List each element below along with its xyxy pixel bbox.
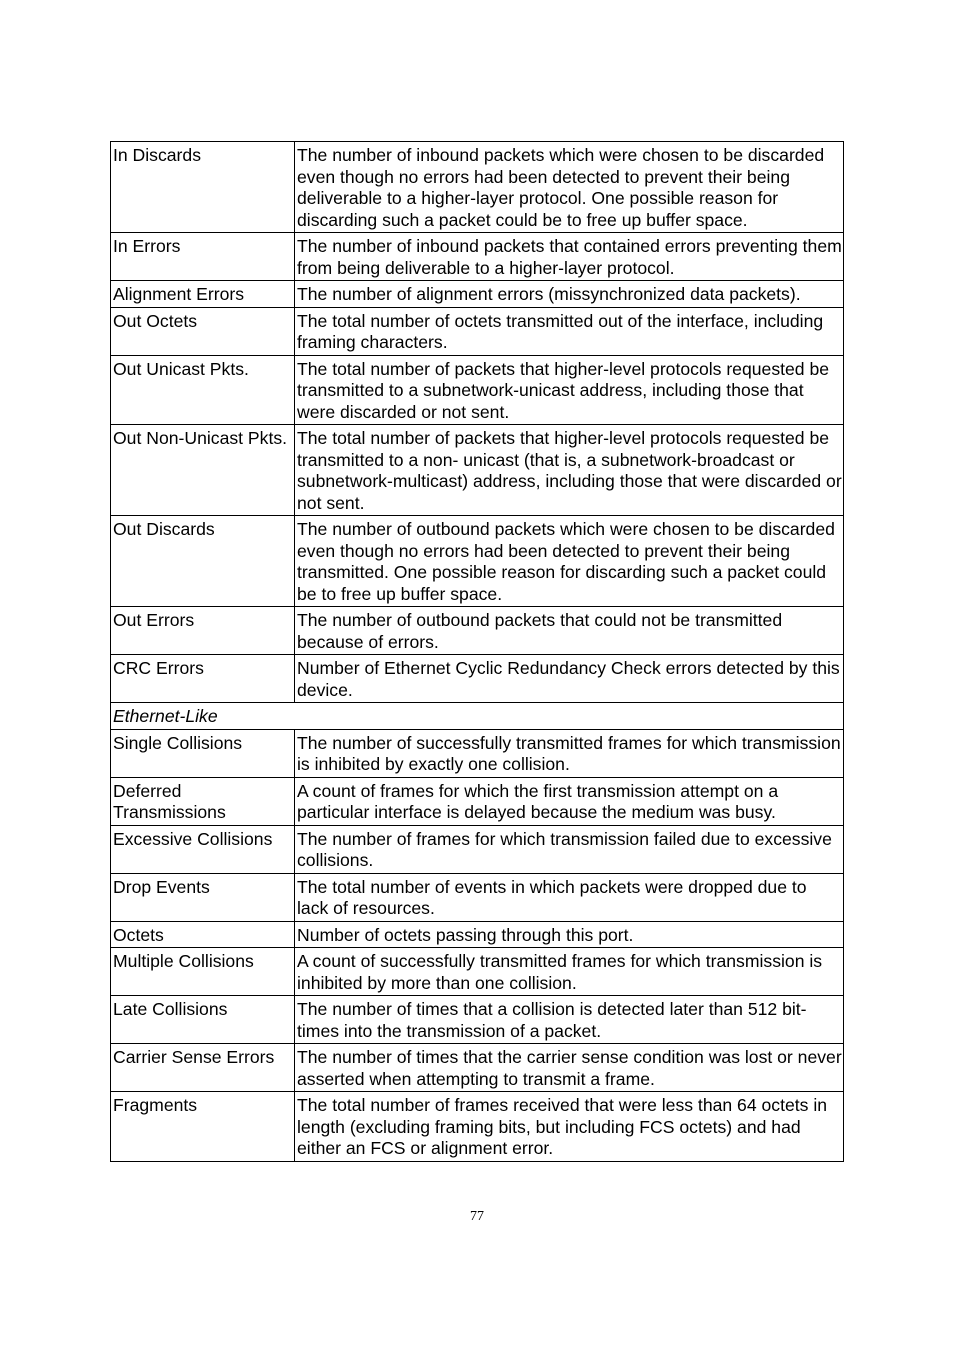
- statistic-description: The number of outbound packets which were chosen to be discarded even though no errors had been detected to prevent their being transmitted. One possible reason for discarding such a packet could be to free up buffer space.: [295, 516, 844, 607]
- table-row: [111, 1044, 844, 1092]
- table-row: [111, 825, 844, 873]
- table-row: [111, 729, 844, 777]
- section-row: [111, 703, 844, 730]
- page-number: 77: [470, 1209, 484, 1224]
- table-row: [111, 307, 844, 355]
- statistic-name: CRC Errors: [111, 655, 295, 703]
- statistic-name: Alignment Errors: [111, 281, 295, 308]
- statistic-name: In Errors: [111, 233, 295, 281]
- statistic-name: Excessive Collisions: [111, 825, 295, 873]
- statistic-description: A count of frames for which the first transmission attempt on a particular interface is delayed because the medium was busy.: [295, 777, 844, 825]
- statistic-description: The number of times that a collision is detected later than 512 bit-times into the transmission of a packet.: [295, 996, 844, 1044]
- statistic-description: The number of frames for which transmission failed due to excessive collisions.: [295, 825, 844, 873]
- table-row: [111, 516, 844, 607]
- statistic-description: Number of octets passing through this port.: [295, 921, 844, 948]
- statistic-description: Number of Ethernet Cyclic Redundancy Check errors detected by this device.: [295, 655, 844, 703]
- statistic-description: The total number of events in which packets were dropped due to lack of resources.: [295, 873, 844, 921]
- statistic-description: The total number of frames received that were less than 64 octets in length (excluding framing bits, but including FCS octets) and had either an FCS or alignment error.: [295, 1092, 844, 1162]
- table-row: [111, 777, 844, 825]
- statistic-description: The number of times that the carrier sense condition was lost or never asserted when attempting to transmit a frame.: [295, 1044, 844, 1092]
- table-row: [111, 1092, 844, 1162]
- statistic-name: Deferred Transmissions: [111, 777, 295, 825]
- statistic-description: The number of inbound packets that contained errors preventing them from being deliverable to a higher-layer protocol.: [295, 233, 844, 281]
- statistic-name: In Discards: [111, 142, 295, 233]
- table-row: [111, 948, 844, 996]
- statistic-name: Carrier Sense Errors: [111, 1044, 295, 1092]
- table-row: [111, 996, 844, 1044]
- statistic-name: Multiple Collisions: [111, 948, 295, 996]
- statistic-name: Out Errors: [111, 607, 295, 655]
- table-row: [111, 607, 844, 655]
- statistic-description: A count of successfully transmitted frames for which transmission is inhibited by more than one collision.: [295, 948, 844, 996]
- table-row: [111, 355, 844, 425]
- table-row: [111, 281, 844, 308]
- statistic-description: The total number of octets transmitted out of the interface, including framing characters.: [295, 307, 844, 355]
- statistic-name: Out Unicast Pkts.: [111, 355, 295, 425]
- table-row: [111, 233, 844, 281]
- statistic-name: Out Octets: [111, 307, 295, 355]
- statistic-description: The number of outbound packets that could not be transmitted because of errors.: [295, 607, 844, 655]
- statistic-name: Single Collisions: [111, 729, 295, 777]
- statistic-name: Late Collisions: [111, 996, 295, 1044]
- statistics-table-body: [111, 142, 844, 1162]
- table-row: [111, 655, 844, 703]
- statistic-name: Out Non-Unicast Pkts.: [111, 425, 295, 516]
- statistic-description: The number of inbound packets which were chosen to be discarded even though no errors had been detected to prevent their being deliverable to a higher-layer protocol. One possible reason for discarding such a packet could be to free up buffer space.: [295, 142, 844, 233]
- table-row: [111, 921, 844, 948]
- table-row: [111, 873, 844, 921]
- statistic-description: The number of alignment errors (missynchronized data packets).: [295, 281, 844, 308]
- statistic-name: Out Discards: [111, 516, 295, 607]
- statistic-description: The number of successfully transmitted frames for which transmission is inhibited by exactly one collision.: [295, 729, 844, 777]
- statistic-name: Octets: [111, 921, 295, 948]
- statistic-name: Fragments: [111, 1092, 295, 1162]
- statistic-description: The total number of packets that higher-level protocols requested be transmitted to a non- unicast (that is, a subnetwork-broadcast or subnetwork-multicast) address, including those that were discarded or not sent.: [295, 425, 844, 516]
- table-row: [111, 142, 844, 233]
- statistics-table: [110, 141, 844, 1162]
- table-row: [111, 425, 844, 516]
- statistic-description: The total number of packets that higher-level protocols requested be transmitted to a subnetwork-unicast address, including those that were discarded or not sent.: [295, 355, 844, 425]
- statistic-name: Drop Events: [111, 873, 295, 921]
- section-heading: Ethernet-Like: [111, 703, 844, 730]
